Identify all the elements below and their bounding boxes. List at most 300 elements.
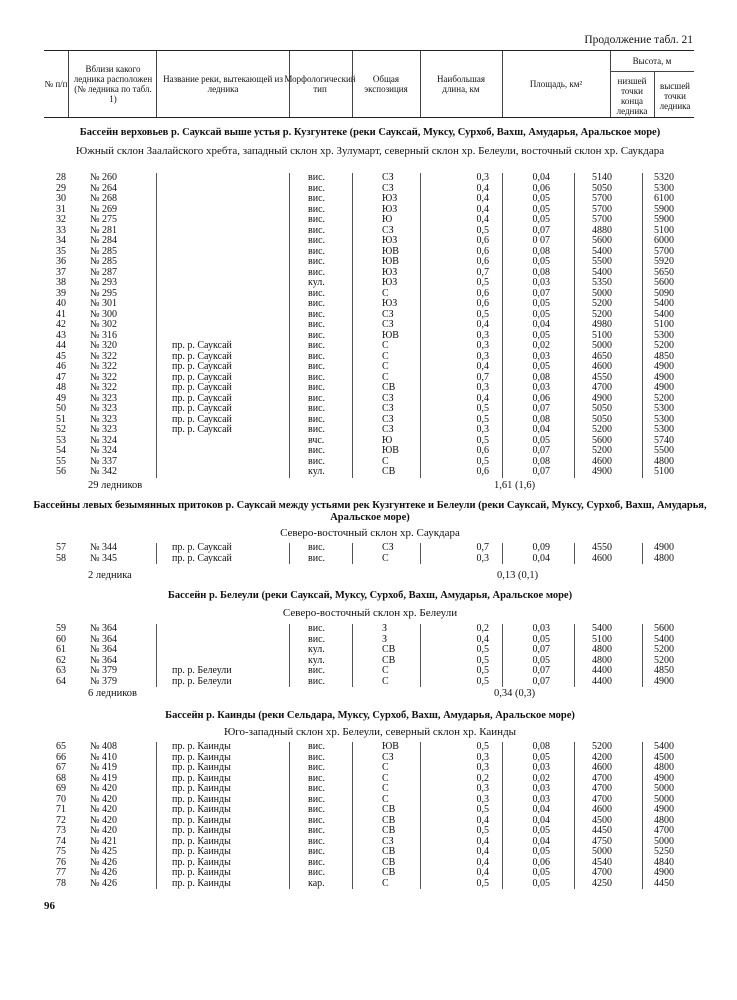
- morph-type: вис.: [308, 172, 326, 183]
- near-glacier: № 420: [90, 814, 118, 826]
- area: 0,07: [532, 287, 550, 299]
- length: 0,3: [476, 751, 489, 763]
- morph-type: вис.: [308, 361, 326, 372]
- length: 0,6: [476, 445, 489, 456]
- height-high: 6100: [654, 193, 674, 204]
- near-glacier: № 302: [90, 319, 118, 330]
- glacier-table-section-1: [44, 173, 694, 478]
- row-number: 74: [56, 835, 66, 847]
- river-name: пр. р. Сауксай: [172, 413, 232, 425]
- height-low: 4800: [592, 644, 612, 655]
- length: 0,5: [476, 413, 489, 425]
- area: 0,07: [532, 644, 550, 655]
- morph-type: вис.: [308, 329, 326, 341]
- morph-type: вис.: [308, 552, 326, 564]
- height-low: 5700: [592, 193, 612, 204]
- exposure: СЗ: [382, 224, 394, 236]
- length: 0,4: [476, 203, 489, 215]
- area: 0,04: [532, 552, 550, 564]
- height-low: 4700: [592, 867, 612, 878]
- table-row: [44, 805, 694, 816]
- river-name: пр. р. Сауксай: [172, 542, 232, 553]
- near-glacier: № 323: [90, 392, 118, 404]
- height-high: 4800: [654, 762, 674, 773]
- area: 0,03: [532, 623, 550, 634]
- height-high: 5300: [654, 329, 674, 341]
- area: 0,08: [532, 371, 550, 383]
- river-name: пр. р. Каинды: [172, 877, 231, 889]
- row-number: 51: [56, 413, 66, 425]
- area: 0,05: [532, 361, 550, 372]
- near-glacier: № 324: [90, 445, 118, 456]
- slope-title-1: Южный склон Заалайского хребта, западный склон хр. Зулумарт, северный склон хр. Белеули, восточный склон хр. Саукдара: [75, 145, 665, 157]
- header-near-glacier: Вблизи какого ледника расположен (№ ледника по табл. 1): [73, 64, 153, 104]
- row-number: 37: [56, 266, 66, 278]
- height-high: 5000: [654, 835, 674, 847]
- exposure: ЮВ: [382, 329, 399, 341]
- height-low: 5100: [592, 329, 612, 341]
- near-glacier: № 344: [90, 542, 118, 553]
- area: 0,04: [532, 804, 550, 815]
- height-low: 4250: [592, 877, 612, 889]
- length: 0,4: [476, 193, 489, 204]
- morph-type: кул.: [308, 466, 325, 477]
- height-low: 4750: [592, 835, 612, 847]
- height-high: 5200: [654, 392, 674, 404]
- height-high: 5900: [654, 214, 674, 225]
- height-low: 5600: [592, 434, 612, 446]
- row-number: 46: [56, 361, 66, 372]
- glacier-count-3: 6 ледников: [88, 688, 137, 699]
- table-row: [44, 624, 694, 635]
- length: 0,6: [476, 245, 489, 257]
- exposure: С: [382, 877, 389, 889]
- river-name: пр. р. Каинды: [172, 835, 231, 847]
- row-number: 34: [56, 235, 66, 246]
- header-river: Название реки, вытекающей из ледника: [163, 74, 283, 94]
- exposure: С: [382, 340, 389, 351]
- area: 0,05: [532, 214, 550, 225]
- river-name: пр. р. Сауксай: [172, 424, 232, 435]
- height-high: 5200: [654, 654, 674, 666]
- row-number: 62: [56, 654, 66, 666]
- river-name: пр. р. Белеули: [172, 675, 232, 687]
- row-number: 63: [56, 665, 66, 676]
- length: 0,5: [476, 804, 489, 815]
- area: 0,08: [532, 266, 550, 278]
- height-low: 4700: [592, 772, 612, 784]
- height-high: 5320: [654, 172, 674, 183]
- table-row: [44, 194, 694, 205]
- page-number: 96: [44, 900, 55, 912]
- near-glacier: № 323: [90, 403, 118, 414]
- row-number: 76: [56, 856, 66, 868]
- height-low: 4880: [592, 224, 612, 236]
- length: 0,5: [476, 654, 489, 666]
- row-number: 47: [56, 371, 66, 383]
- river-name: пр. р. Каинды: [172, 751, 231, 763]
- height-low: 5200: [592, 424, 612, 435]
- glacier-table-section-2: [44, 543, 694, 564]
- area: 0,09: [532, 542, 550, 553]
- header-area: Площадь, км²: [529, 79, 583, 89]
- height-low: 5400: [592, 623, 612, 634]
- near-glacier: № 300: [90, 308, 118, 320]
- table-row: [44, 763, 694, 774]
- near-glacier: № 420: [90, 793, 118, 805]
- area: 0,06: [532, 856, 550, 868]
- morph-type: кул.: [308, 644, 325, 655]
- exposure: СЗ: [382, 413, 394, 425]
- length: 0,2: [476, 772, 489, 784]
- row-number: 28: [56, 172, 66, 183]
- exposure: СВ: [382, 856, 396, 868]
- length: 0,5: [476, 675, 489, 687]
- near-glacier: № 322: [90, 361, 118, 372]
- area: 0,07: [532, 466, 550, 477]
- area: 0,05: [532, 846, 550, 857]
- table-row: [44, 425, 694, 436]
- height-high: 4900: [654, 675, 674, 687]
- near-glacier: № 285: [90, 245, 118, 257]
- table-row: [44, 236, 694, 247]
- glacier-table-section-4: [44, 742, 694, 889]
- table-row: [44, 341, 694, 352]
- height-high: 5100: [654, 319, 674, 330]
- height-high: 5250: [654, 846, 674, 857]
- near-glacier: № 284: [90, 235, 118, 246]
- height-low: 5350: [592, 277, 612, 288]
- length: 0,5: [476, 825, 489, 836]
- length: 0,5: [476, 224, 489, 236]
- morph-type: вис.: [308, 783, 326, 794]
- morph-type: вис.: [308, 413, 326, 425]
- exposure: С: [382, 552, 389, 564]
- area: 0,04: [532, 424, 550, 435]
- length: 0,3: [476, 340, 489, 351]
- height-low: 4600: [592, 552, 612, 564]
- slope-title-3: Северо-восточный склон хр. Белеули: [282, 607, 458, 619]
- height-low: 5200: [592, 308, 612, 320]
- area: 0,05: [532, 193, 550, 204]
- length: 0,4: [476, 361, 489, 372]
- near-glacier: № 426: [90, 856, 118, 868]
- row-number: 58: [56, 552, 66, 564]
- morph-type: вис.: [308, 287, 326, 299]
- area: 0,03: [532, 762, 550, 773]
- near-glacier: № 420: [90, 783, 118, 794]
- morph-type: вис.: [308, 382, 326, 393]
- exposure: СЗ: [382, 182, 394, 194]
- row-number: 67: [56, 762, 66, 773]
- height-high: 5600: [654, 277, 674, 288]
- morph-type: вис.: [308, 256, 326, 267]
- exposure: С: [382, 783, 389, 794]
- height-high: 4500: [654, 751, 674, 763]
- morph-type: вис.: [308, 193, 326, 204]
- exposure: СВ: [382, 644, 396, 655]
- height-low: 5140: [592, 172, 612, 183]
- basin-title-4: Бассейн р. Каинды (реки Сельдара, Муксу, Сурхоб, Вахш, Амударья, Аральское море): [165, 710, 575, 721]
- row-number: 75: [56, 846, 66, 857]
- glacier-count-1: 29 ледников: [88, 480, 143, 491]
- exposure: З: [382, 633, 388, 645]
- header-length: Наибольшая длина, км: [437, 74, 485, 94]
- header-exposure: Общая экспозиция: [364, 74, 408, 94]
- river-name: пр. р. Каинды: [172, 814, 231, 826]
- near-glacier: № 322: [90, 350, 118, 362]
- near-glacier: № 320: [90, 340, 118, 351]
- near-glacier: № 285: [90, 256, 118, 267]
- exposure: ЮВ: [382, 445, 399, 456]
- row-number: 40: [56, 298, 66, 309]
- morph-type: вис.: [308, 804, 326, 815]
- length: 0,5: [476, 665, 489, 676]
- row-number: 33: [56, 224, 66, 236]
- area-total-2: 0,13 (0,1): [497, 570, 539, 581]
- height-low: 4600: [592, 762, 612, 773]
- exposure: СВ: [382, 382, 396, 393]
- area: 0,04: [532, 835, 550, 847]
- river-name: пр. р. Каинды: [172, 867, 231, 878]
- length: 0,7: [476, 266, 489, 278]
- exposure: ЮЗ: [382, 277, 398, 288]
- height-high: 4800: [654, 455, 674, 467]
- height-low: 5500: [592, 256, 612, 267]
- near-glacier: № 426: [90, 877, 118, 889]
- table-row: [44, 554, 694, 565]
- table-row: [44, 742, 694, 753]
- area: 0,03: [532, 350, 550, 362]
- exposure: СЗ: [382, 751, 394, 763]
- area: 0,08: [532, 741, 550, 752]
- row-number: 68: [56, 772, 66, 784]
- area: 0,08: [532, 245, 550, 257]
- exposure: СВ: [382, 654, 396, 666]
- row-number: 53: [56, 434, 66, 446]
- row-number: 73: [56, 825, 66, 836]
- near-glacier: № 379: [90, 675, 118, 687]
- row-number: 42: [56, 319, 66, 330]
- near-glacier: № 301: [90, 298, 118, 309]
- length: 0,5: [476, 434, 489, 446]
- near-glacier: № 287: [90, 266, 118, 278]
- row-number: 69: [56, 783, 66, 794]
- morph-type: вис.: [308, 403, 326, 414]
- length: 0,3: [476, 424, 489, 435]
- height-low: 4700: [592, 793, 612, 805]
- length: 0,6: [476, 235, 489, 246]
- exposure: СВ: [382, 814, 396, 826]
- row-number: 57: [56, 542, 66, 553]
- length: 0,6: [476, 466, 489, 477]
- area: 0,05: [532, 633, 550, 645]
- height-high: 4900: [654, 361, 674, 372]
- exposure: СЗ: [382, 424, 394, 435]
- exposure: ЮЗ: [382, 298, 398, 309]
- river-name: пр. р. Сауксай: [172, 392, 232, 404]
- length: 0,6: [476, 287, 489, 299]
- area: 0,05: [532, 654, 550, 666]
- table-row: [44, 404, 694, 415]
- height-high: 4450: [654, 877, 674, 889]
- length: 0,4: [476, 392, 489, 404]
- morph-type: вис.: [308, 235, 326, 246]
- height-high: 5740: [654, 434, 674, 446]
- river-name: пр. р. Каинды: [172, 804, 231, 815]
- morph-type: вис.: [308, 350, 326, 362]
- row-number: 49: [56, 392, 66, 404]
- morph-type: вис.: [308, 846, 326, 857]
- table-row: [44, 677, 694, 688]
- morph-type: вис.: [308, 445, 326, 456]
- table-row: [44, 215, 694, 226]
- near-glacier: № 322: [90, 371, 118, 383]
- table-header: [44, 50, 694, 118]
- row-number: 29: [56, 182, 66, 194]
- row-number: 56: [56, 466, 66, 477]
- height-low: 4600: [592, 804, 612, 815]
- river-name: пр. р. Каинды: [172, 825, 231, 836]
- height-low: 4980: [592, 319, 612, 330]
- height-high: 5400: [654, 633, 674, 645]
- height-low: 5700: [592, 203, 612, 215]
- height-high: 5650: [654, 266, 674, 278]
- river-name: пр. р. Сауксай: [172, 361, 232, 372]
- morph-type: вис.: [308, 835, 326, 847]
- near-glacier: № 269: [90, 203, 118, 215]
- morph-type: вис.: [308, 214, 326, 225]
- near-glacier: № 323: [90, 424, 118, 435]
- exposure: С: [382, 361, 389, 372]
- exposure: ЮЗ: [382, 203, 398, 215]
- height-low: 4700: [592, 783, 612, 794]
- morph-type: вис.: [308, 633, 326, 645]
- row-number: 48: [56, 382, 66, 393]
- height-high: 5200: [654, 340, 674, 351]
- row-number: 38: [56, 277, 66, 288]
- length: 0,4: [476, 319, 489, 330]
- morph-type: вис.: [308, 665, 326, 676]
- exposure: СВ: [382, 804, 396, 815]
- morph-type: вис.: [308, 340, 326, 351]
- height-low: 4900: [592, 466, 612, 477]
- area: 0,08: [532, 413, 550, 425]
- row-number: 72: [56, 814, 66, 826]
- morph-type: кул.: [308, 654, 325, 666]
- length: 0,2: [476, 623, 489, 634]
- length: 0,3: [476, 762, 489, 773]
- height-high: 5300: [654, 182, 674, 194]
- river-name: пр. р. Сауксай: [172, 382, 232, 393]
- height-high: 5300: [654, 403, 674, 414]
- near-glacier: № 421: [90, 835, 118, 847]
- height-low: 4550: [592, 371, 612, 383]
- height-high: 5900: [654, 203, 674, 215]
- row-number: 39: [56, 287, 66, 299]
- row-number: 31: [56, 203, 66, 215]
- height-high: 5100: [654, 224, 674, 236]
- length: 0,5: [476, 741, 489, 752]
- height-high: 5000: [654, 793, 674, 805]
- height-low: 5200: [592, 445, 612, 456]
- area: 0,03: [532, 382, 550, 393]
- exposure: СЗ: [382, 172, 394, 183]
- row-number: 43: [56, 329, 66, 341]
- row-number: 41: [56, 308, 66, 320]
- river-name: пр. р. Сауксай: [172, 403, 232, 414]
- height-high: 4900: [654, 371, 674, 383]
- morph-type: кар.: [308, 877, 325, 889]
- row-number: 66: [56, 751, 66, 763]
- row-number: 71: [56, 804, 66, 815]
- length: 0,6: [476, 256, 489, 267]
- near-glacier: № 364: [90, 633, 118, 645]
- row-number: 65: [56, 741, 66, 752]
- length: 0,4: [476, 182, 489, 194]
- row-number: 70: [56, 793, 66, 805]
- river-name: пр. р. Каинды: [172, 856, 231, 868]
- morph-type: вис.: [308, 245, 326, 257]
- height-high: 4900: [654, 867, 674, 878]
- header-height-high: высшей точки ледника: [659, 81, 691, 111]
- area: 0 07: [532, 235, 550, 246]
- area-total-1: 1,61 (1,6): [494, 480, 536, 491]
- length: 0,3: [476, 783, 489, 794]
- length: 0,4: [476, 814, 489, 826]
- morph-type: вис.: [308, 203, 326, 215]
- exposure: С: [382, 455, 389, 467]
- near-glacier: № 268: [90, 193, 118, 204]
- area: 0,02: [532, 340, 550, 351]
- exposure: С: [382, 350, 389, 362]
- near-glacier: № 426: [90, 867, 118, 878]
- river-name: пр. р. Белеули: [172, 665, 232, 676]
- morph-type: вис.: [308, 298, 326, 309]
- area: 0,05: [532, 256, 550, 267]
- length: 0,5: [476, 877, 489, 889]
- river-name: пр. р. Сауксай: [172, 371, 232, 383]
- near-glacier: № 322: [90, 382, 118, 393]
- table-row: [44, 879, 694, 890]
- height-high: 4900: [654, 542, 674, 553]
- height-low: 5000: [592, 846, 612, 857]
- near-glacier: № 275: [90, 214, 118, 225]
- morph-type: вис.: [308, 814, 326, 826]
- row-number: 45: [56, 350, 66, 362]
- table-row: [44, 666, 694, 677]
- row-number: 54: [56, 445, 66, 456]
- height-high: 5500: [654, 445, 674, 456]
- river-name: пр. р. Каинды: [172, 783, 231, 794]
- morph-type: вис.: [308, 793, 326, 805]
- near-glacier: № 410: [90, 751, 118, 763]
- height-low: 5700: [592, 214, 612, 225]
- length: 0,3: [476, 350, 489, 362]
- height-high: 5400: [654, 308, 674, 320]
- height-low: 4400: [592, 675, 612, 687]
- area: 0,03: [532, 277, 550, 288]
- table-row: [44, 847, 694, 858]
- area: 0,02: [532, 772, 550, 784]
- exposure: СЗ: [382, 308, 394, 320]
- exposure: СВ: [382, 867, 396, 878]
- table-continuation-label: Продолжение табл. 21: [584, 34, 693, 46]
- row-number: 44: [56, 340, 66, 351]
- height-high: 5400: [654, 741, 674, 752]
- morph-type: вис.: [308, 319, 326, 330]
- table-row: [44, 257, 694, 268]
